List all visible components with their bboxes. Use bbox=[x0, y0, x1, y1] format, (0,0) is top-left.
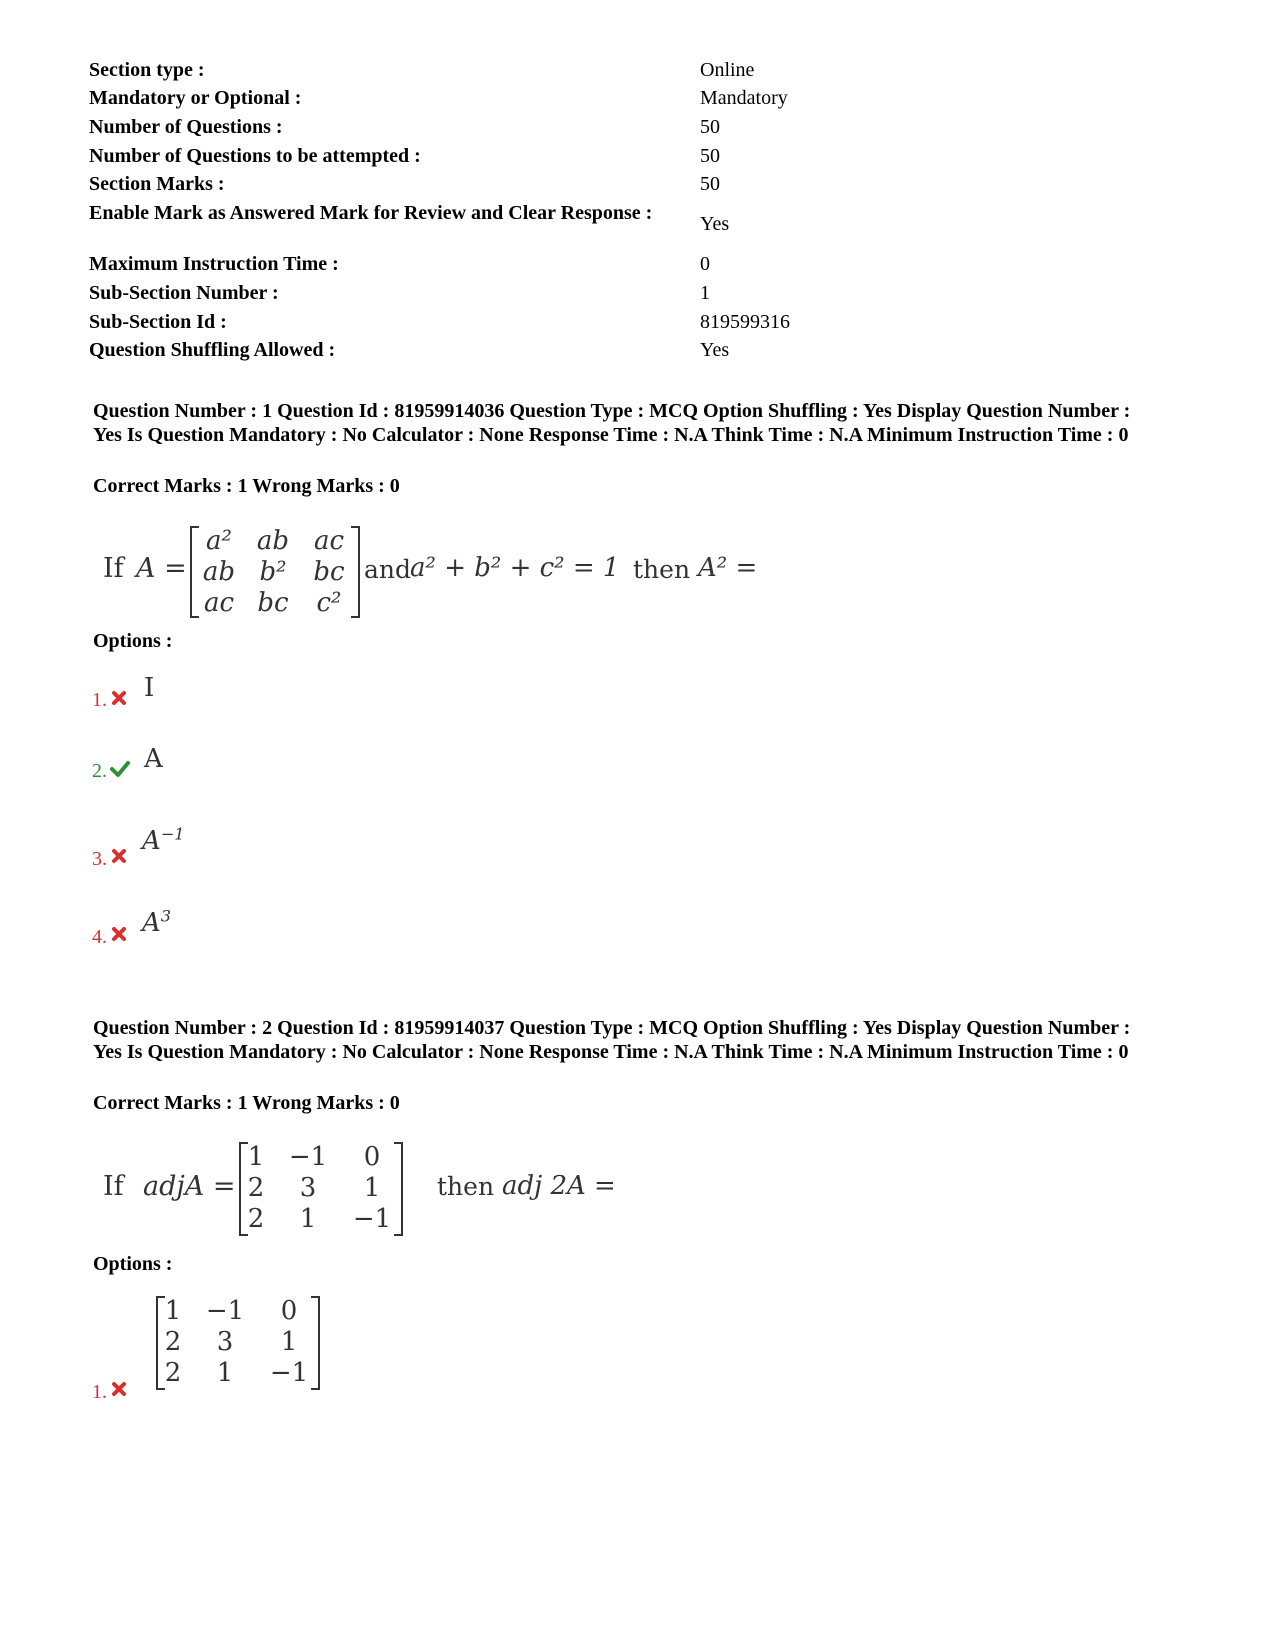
info-value: 50 bbox=[700, 116, 720, 138]
matrix-cell: ac bbox=[313, 526, 345, 556]
matrix-cell: bc bbox=[313, 557, 345, 587]
option-text: A bbox=[144, 744, 163, 774]
matrix-cell: ac bbox=[203, 588, 235, 618]
matrix-cell: 2 bbox=[247, 1173, 265, 1203]
matrix-cell: −1 bbox=[269, 1358, 309, 1388]
option-math bbox=[142, 908, 171, 938]
option-math bbox=[142, 826, 185, 856]
info-label: Number of Questions to be attempted : bbox=[89, 145, 421, 167]
matrix-cell: ab bbox=[256, 526, 290, 556]
stem-lhs: adjA = bbox=[143, 1171, 236, 1202]
matrix-cell: 1 bbox=[216, 1358, 234, 1388]
stem-and: and bbox=[364, 555, 412, 584]
matrix-cell: ab bbox=[202, 557, 236, 587]
option-base: A bbox=[142, 908, 161, 938]
matrix-cell: 1 bbox=[280, 1327, 298, 1357]
matrix-cell: −1 bbox=[288, 1142, 328, 1172]
options-heading: Options : bbox=[93, 630, 173, 652]
info-label: Number of Questions : bbox=[89, 116, 283, 138]
question-marks: Correct Marks : 1 Wrong Marks : 0 bbox=[93, 1092, 400, 1114]
matrix-cell: b² bbox=[259, 557, 287, 587]
option-number: 4. bbox=[92, 926, 107, 948]
stem-condition: a² + b² + c² = 1 bbox=[410, 553, 620, 583]
right-bracket bbox=[311, 1296, 320, 1390]
cross-icon bbox=[110, 925, 128, 943]
option-number: 3. bbox=[92, 848, 107, 870]
matrix-cell: −1 bbox=[352, 1204, 392, 1234]
matrix-cell: 2 bbox=[164, 1327, 182, 1357]
matrix-cell: bc bbox=[257, 588, 289, 618]
matrix-cell: 1 bbox=[247, 1142, 265, 1172]
stem-ask: adj 2A = bbox=[502, 1171, 616, 1201]
cross-icon bbox=[110, 847, 128, 865]
info-label: Enable Mark as Answered Mark for Review and Clear Response : bbox=[89, 202, 653, 224]
right-bracket bbox=[394, 1142, 403, 1236]
matrix-cell: c² bbox=[316, 588, 342, 618]
matrix-cell: 1 bbox=[363, 1173, 381, 1203]
info-value: Yes bbox=[700, 213, 730, 235]
info-label: Question Shuffling Allowed : bbox=[89, 339, 336, 361]
stem-matrix bbox=[239, 1142, 403, 1236]
option-sup: −1 bbox=[160, 824, 185, 844]
question-marks: Correct Marks : 1 Wrong Marks : 0 bbox=[93, 475, 400, 497]
info-value: Online bbox=[700, 59, 755, 81]
option-number: 2. bbox=[92, 760, 107, 782]
stem-ask: A² = bbox=[698, 553, 758, 583]
stem-then: then bbox=[437, 1172, 495, 1201]
info-label: Section type : bbox=[89, 59, 205, 81]
stem-if: If bbox=[103, 1171, 124, 1202]
matrix-cell: 0 bbox=[280, 1296, 298, 1326]
info-label: Maximum Instruction Time : bbox=[89, 253, 339, 275]
cross-icon bbox=[110, 1380, 128, 1398]
option-text: I bbox=[144, 673, 155, 703]
stem-then: then bbox=[633, 555, 691, 584]
option-sup: 3 bbox=[160, 906, 172, 926]
stem-if: If bbox=[103, 553, 124, 584]
options-heading: Options : bbox=[93, 1253, 173, 1275]
option-matrix bbox=[156, 1296, 320, 1390]
info-label: Sub-Section Number : bbox=[89, 282, 279, 304]
matrix-cell: 3 bbox=[299, 1173, 317, 1203]
info-value: 819599316 bbox=[700, 311, 790, 333]
cross-icon bbox=[110, 689, 128, 707]
option-base: A bbox=[142, 826, 161, 856]
matrix-cell: 3 bbox=[216, 1327, 234, 1357]
info-value: 0 bbox=[700, 253, 710, 275]
matrix-cell: 1 bbox=[164, 1296, 182, 1326]
info-value: 50 bbox=[700, 173, 720, 195]
stem-matrix bbox=[190, 526, 360, 618]
matrix-cell: a² bbox=[206, 526, 232, 556]
matrix-cell: 0 bbox=[363, 1142, 381, 1172]
matrix-cell: 2 bbox=[247, 1204, 265, 1234]
info-value: 50 bbox=[700, 145, 720, 167]
question-meta: Question Number : 2 Question Id : 81959914037 Question Type : MCQ Option Shuffling : Yes Display Question Number : Yes Is Question Mandatory : No Calculator : None Response Time : N.A Think Time : N.A Minimum Instruction Time : 0 bbox=[93, 1017, 1131, 1063]
option-number: 1. bbox=[92, 1381, 107, 1403]
matrix-cell: 1 bbox=[299, 1204, 317, 1234]
info-label: Sub-Section Id : bbox=[89, 311, 227, 333]
info-value: Mandatory bbox=[700, 87, 788, 109]
question-meta: Question Number : 1 Question Id : 81959914036 Question Type : MCQ Option Shuffling : Yes Display Question Number : Yes Is Question Mandatory : No Calculator : None Response Time : N.A Think Time : N.A Minimum Instruction Time : 0 bbox=[93, 400, 1131, 446]
stem-lhs: A = bbox=[136, 553, 187, 584]
info-value: 1 bbox=[700, 282, 710, 304]
option-number: 1. bbox=[92, 689, 107, 711]
check-icon bbox=[110, 760, 130, 778]
info-label: Mandatory or Optional : bbox=[89, 87, 302, 109]
right-bracket bbox=[351, 526, 360, 618]
info-label: Section Marks : bbox=[89, 173, 225, 195]
matrix-cell: −1 bbox=[205, 1296, 245, 1326]
info-value: Yes bbox=[700, 339, 730, 361]
matrix-cell: 2 bbox=[164, 1358, 182, 1388]
